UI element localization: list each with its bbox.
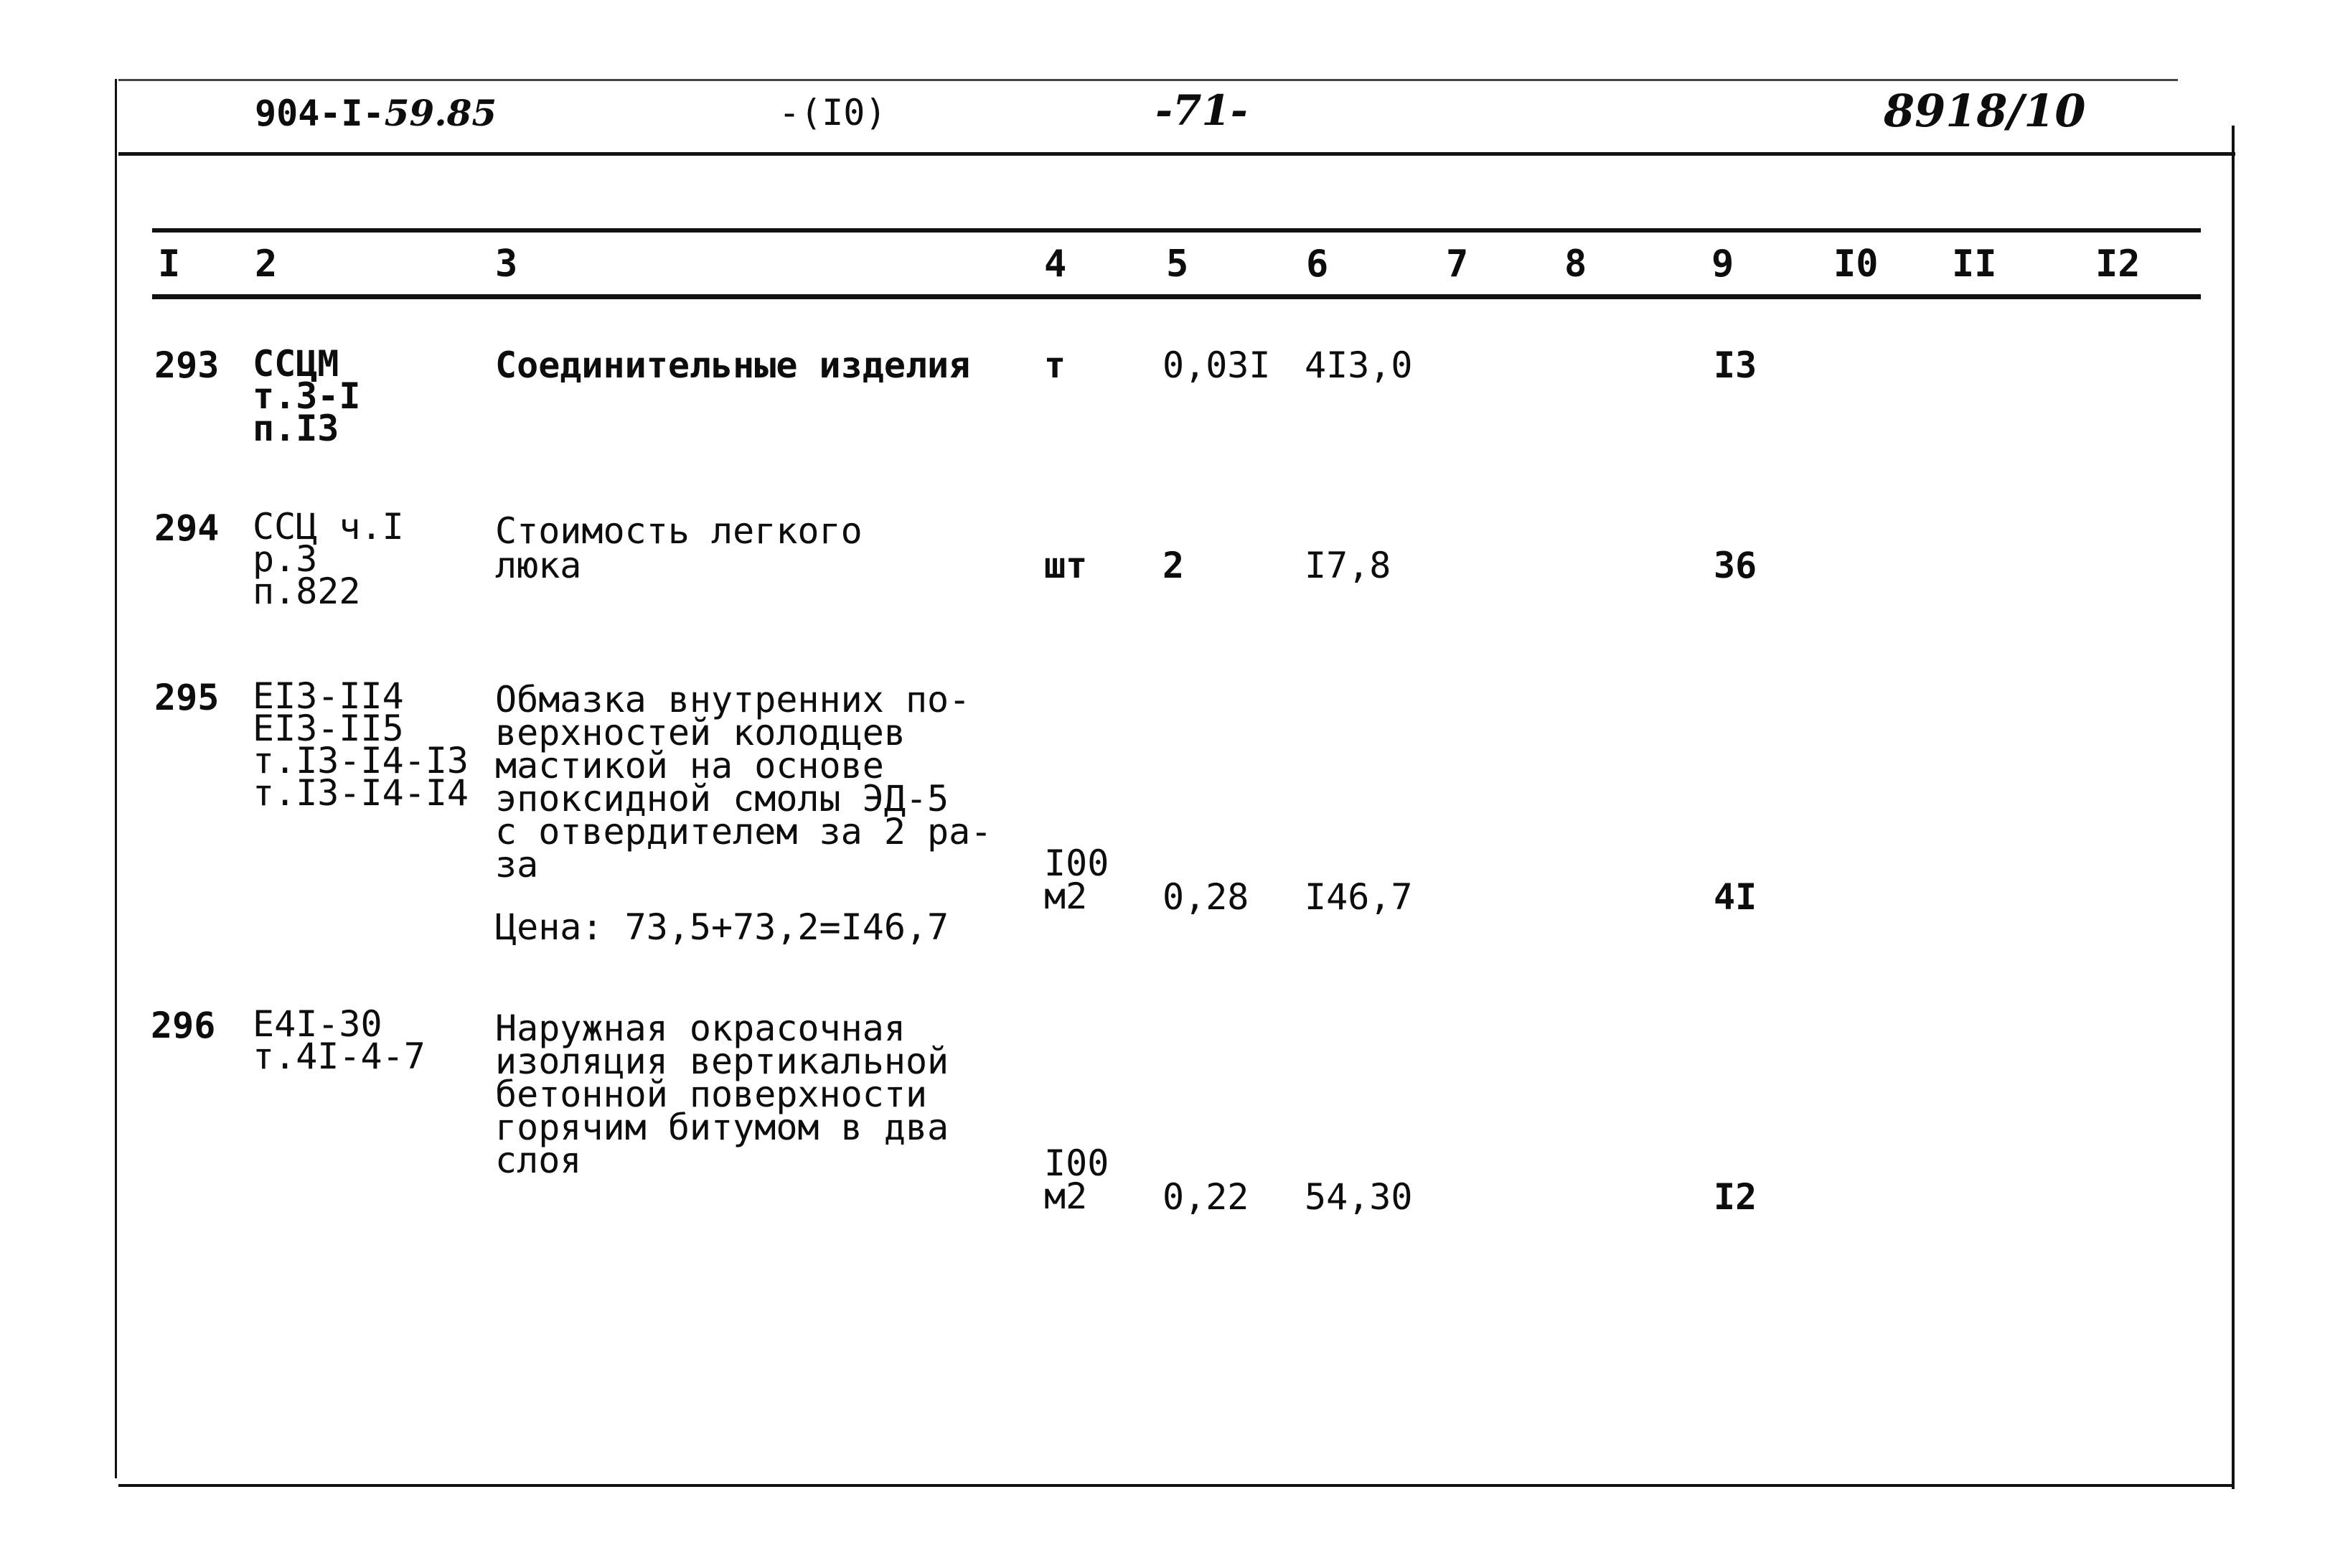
row-code <box>253 506 404 612</box>
row-code-line: ССЦ ч.I <box>253 506 404 548</box>
row-unit <box>1044 344 1066 386</box>
row-price: I7,8 <box>1305 545 1391 586</box>
row-code <box>253 1003 426 1077</box>
row-total: 36 <box>1714 545 1757 586</box>
row-price: I46,7 <box>1305 876 1413 918</box>
row-quantity: 0,03I <box>1162 344 1271 386</box>
row-unit <box>1044 842 1109 917</box>
row-unit-line: м2 <box>1044 875 1088 917</box>
frame-top-line <box>118 79 2178 81</box>
section-number: -(I0) <box>779 92 887 133</box>
row-description-line: Соединительные изделия <box>495 344 971 386</box>
row-code-line: EI3-II4 <box>253 675 404 717</box>
row-unit-line: т <box>1044 344 1066 386</box>
row-description-line: с отвердителем за 2 ра- <box>495 811 992 853</box>
row-unit-line: шт <box>1044 545 1088 586</box>
header-divider <box>118 152 2235 156</box>
row-code-line: р.3 <box>253 538 318 580</box>
row-description <box>495 679 992 886</box>
column-header-10: I0 <box>1833 243 1879 286</box>
row-description-line: люка <box>495 545 582 586</box>
column-header-12: I2 <box>2095 243 2141 286</box>
row-description-line: изоляция вертикальной <box>495 1041 949 1082</box>
row-number: 296 <box>151 1005 216 1046</box>
frame-right-border <box>2232 126 2235 1489</box>
row-code-line: т.I3-I4-I3 <box>253 740 469 781</box>
row-quantity: 2 <box>1162 545 1185 586</box>
row-price: 4I3,0 <box>1305 344 1413 386</box>
document-code <box>255 92 497 134</box>
row-code-line: E4I-30 <box>253 1003 382 1045</box>
row-code-line: EI3-II5 <box>253 708 404 749</box>
row-description-line: Стоимость легкого <box>495 510 863 552</box>
row-description-line: за <box>495 844 539 886</box>
column-header-6: 6 <box>1306 243 1329 286</box>
row-quantity: 0,22 <box>1162 1176 1249 1218</box>
column-header-7: 7 <box>1446 243 1469 286</box>
row-code-line: т.4I-4-7 <box>253 1036 426 1077</box>
row-code <box>253 675 469 814</box>
row-number: 293 <box>154 344 220 386</box>
row-total: 4I <box>1714 876 1757 918</box>
document-code-prefix: 904-I- <box>255 93 385 134</box>
column-header-1: I <box>158 243 181 286</box>
frame-bottom-line <box>118 1484 2234 1487</box>
row-code-line: п.822 <box>253 571 361 612</box>
row-quantity: 0,28 <box>1162 876 1249 918</box>
column-header-3: 3 <box>495 243 518 286</box>
row-description-line: Обмазка внутренних по- <box>495 679 971 720</box>
row-description <box>495 1008 949 1181</box>
row-description <box>495 344 971 386</box>
column-header-5: 5 <box>1166 243 1189 286</box>
row-total: I3 <box>1714 344 1757 386</box>
row-description-line: горячим битумом в два <box>495 1107 949 1148</box>
column-header-4: 4 <box>1044 243 1067 286</box>
price-formula-note: Цена: 73,5+73,2=I46,7 <box>495 906 949 948</box>
column-header-8: 8 <box>1564 243 1587 286</box>
row-unit <box>1044 1142 1109 1217</box>
row-description-line: Наружная окрасочная <box>495 1008 906 1049</box>
row-code-line: т.I3-I4-I4 <box>253 772 469 814</box>
row-price: 54,30 <box>1305 1176 1413 1218</box>
row-description-line: слоя <box>495 1140 582 1181</box>
row-description-line: бетонной поверхности <box>495 1074 928 1115</box>
row-description-line: мастикой на основе <box>495 745 884 787</box>
row-unit-line: м2 <box>1044 1175 1088 1217</box>
row-description-line: верхностей колодцев <box>495 712 906 754</box>
row-total: I2 <box>1714 1176 1757 1218</box>
row-number: 294 <box>154 507 220 549</box>
column-header-2: 2 <box>255 243 278 286</box>
row-description-line: эпоксидной смолы ЭД-5 <box>495 778 949 820</box>
row-number: 295 <box>154 677 220 718</box>
frame-left-border <box>115 79 117 1478</box>
row-unit-line: I00 <box>1044 842 1109 884</box>
row-code-line: п.I3 <box>253 408 339 449</box>
row-unit-line: I00 <box>1044 1142 1109 1184</box>
table-header-bottom-rule <box>152 294 2201 299</box>
page-number: -71- <box>1155 86 1248 135</box>
table-header-top-rule <box>152 228 2201 233</box>
column-header-9: 9 <box>1711 243 1734 286</box>
document-code-handwritten: 59.85 <box>384 92 497 134</box>
row-unit <box>1044 545 1088 586</box>
stamp-number: 8918/10 <box>1884 85 2086 137</box>
row-description <box>495 510 863 586</box>
row-code-line: ССЦМ <box>253 343 339 385</box>
column-header-11: II <box>1952 243 1997 286</box>
row-code-line: т.3-I <box>253 375 361 417</box>
row-code <box>253 343 361 449</box>
